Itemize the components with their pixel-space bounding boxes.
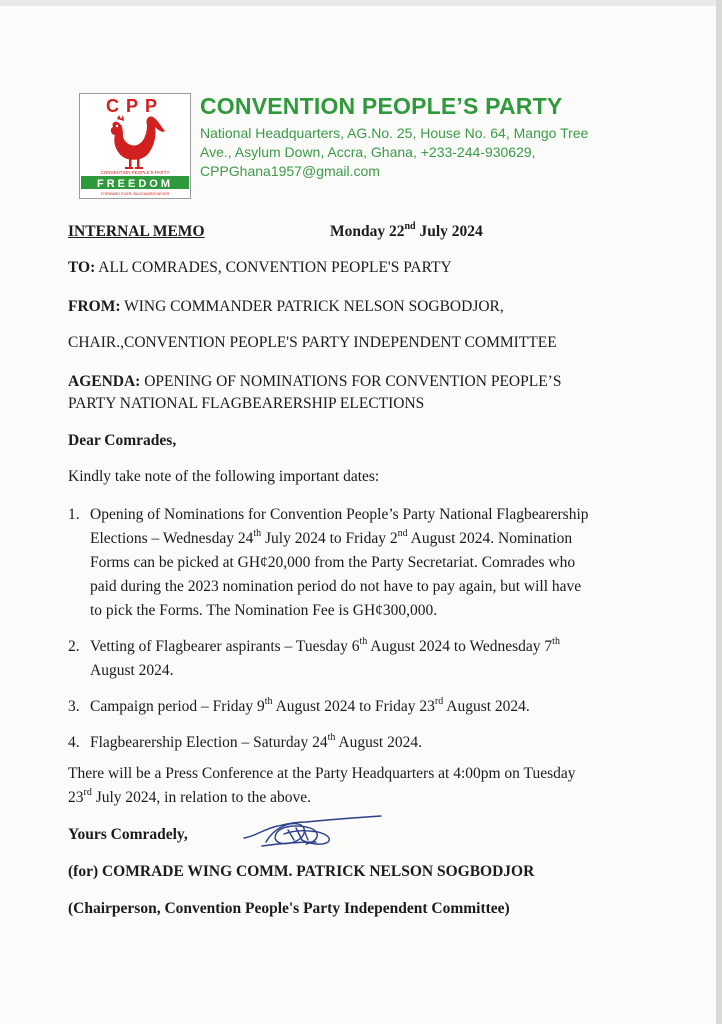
signatory-name: (for) COMRADE WING COMM. PATRICK NELSON SOGBODJOR [68,863,535,880]
from-line: FROM: WING COMMANDER PATRICK NELSON SOGBODJOR, [68,298,504,315]
page-edge [716,0,722,1024]
org-address [200,124,620,181]
logo-cpp-text: CPP [105,96,165,116]
signatory-title: (Chairperson, Convention People's Party Independent Committee) [68,900,510,917]
signature-image [236,808,386,856]
address-line-2: Ave., Asylum Down, Accra, Ghana, +233-244-930629, [200,144,536,160]
salutation: Dear Comrades, [68,432,177,449]
press-line-1: There will be a Press Conference at the Party Headquarters at 4:00pm on Tuesday [68,765,576,782]
list-item: 1. Opening of Nominations for Convention People’s Party National Flagbearership Elections – Wednesday 24th July 2024 to Friday 2nd August 2024. Nomination Forms can be picked at GH¢20,000 from the Party Secretariat. Comrades who paid during the 2023 nomination period do not have to pay again, but will have to pick the Forms. The Nomination Fee is GH¢300,000. [68,506,589,619]
closing: Yours Comradely, [68,826,188,843]
to-line: TO: ALL COMRADES, CONVENTION PEOPLE'S PARTY [68,259,452,276]
org-email: CPPGhana1957@gmail.com [200,163,380,179]
cpp-logo [79,93,191,199]
agenda-line-2: PARTY NATIONAL FLAGBEARERSHIP ELECTIONS [68,395,425,412]
memo-date: Monday 22nd July 2024 [330,220,483,240]
agenda-line-1: AGENDA: OPENING OF NOMINATIONS FOR CONVENTION PEOPLE’S [68,373,562,390]
list-item: 3. Campaign period – Friday 9th August 2024 to Friday 23rd August 2024. [68,695,530,715]
logo-motto: FORWARD EVER, BACKWARD NEVER [100,192,170,196]
list-item: 2. Vetting of Flagbearer aspirants – Tuesday 6th August 2024 to Wednesday 7th August 2024. [68,635,560,679]
logo-freedom-banner: FREEDOM [97,178,173,190]
address-line-1: National Headquarters, AG.No. 25, House No. 64, Mango Tree [200,125,589,141]
logo-small-text: CONVENTION PEOPLE'S PARTY [100,170,170,175]
intro-text: Kindly take note of the following important dates: [68,468,380,485]
list-item: 4. Flagbearership Election – Saturday 24th August 2024. [68,731,422,751]
chair-line: CHAIR.,CONVENTION PEOPLE'S PARTY INDEPENDENT COMMITTEE [68,334,557,351]
org-name: CONVENTION PEOPLE’S PARTY [200,93,563,119]
memo-heading: INTERNAL MEMO [68,223,205,240]
press-line-2: 23rd July 2024, in relation to the above. [68,786,311,806]
dates-list [68,503,638,755]
